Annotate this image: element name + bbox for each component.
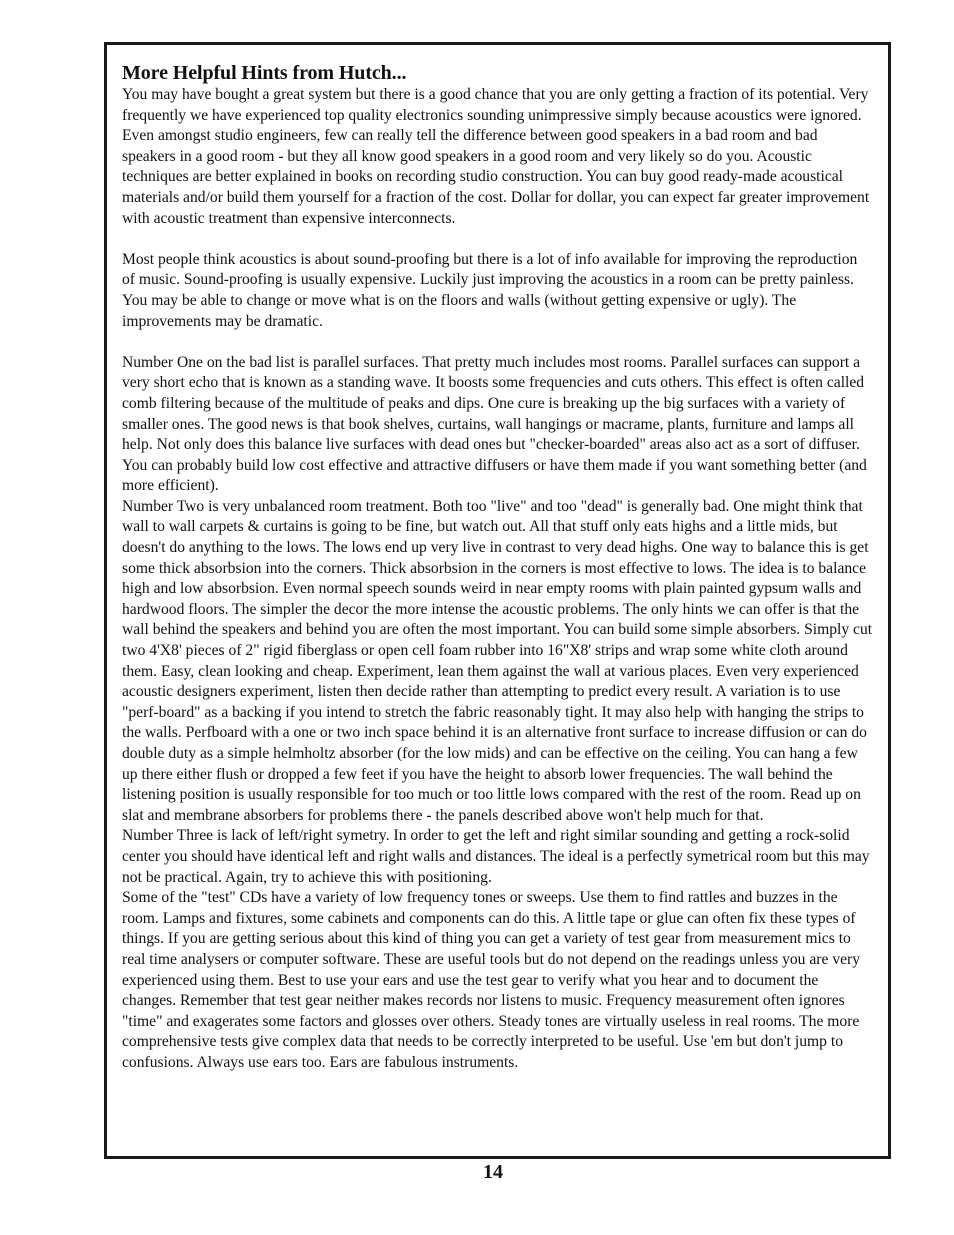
page-content xyxy=(122,61,874,1074)
paragraph-number-one: Number One on the bad list is parallel surfaces. That pretty much includes most rooms. Parallel surfaces can support a very short echo that is known as a standing wave. It boosts some frequencies and cuts others. This effect is often called comb filtering because of the multitude of peaks and dips. One cure is breaking up the big surfaces with a variety of smaller ones. The good news is that book shelves, curtains, wall hangings or macrame, plants, furniture and lamps all help. Not only does this balance live surfaces with dead ones but "checker-boarded" areas also act as a sort of diffuser. You can probably build low cost effective and attractive diffusers or have them made if you want something better (and more efficient). xyxy=(122,353,867,495)
paragraph-intro: You may have bought a great system but there is a good chance that you are only getting a fraction of its potential. Very frequently we have experienced top quality electronics sounding unimpressive simply because acoustics were ignored. Even amongst studio engineers, few can really tell the difference between good speakers in a bad room and bad speakers in a good room - but they all know good speakers in a good room and very likely so do you. Acoustic techniques are better explained in books on recording studio construction. You can buy good ready-made acoustical materials and/or build them yourself for a fraction of the cost. Dollar for dollar, you can expect far greater improvement with acoustic treatment than expensive interconnects. xyxy=(122,86,870,227)
page-frame xyxy=(104,42,891,1159)
paragraph-number-three: Number Three is lack of left/right symetry. In order to get the left and right similar sounding and getting a rock-solid center you should have identical left and right walls and distances. The ideal is a perfectly symetrical room but this may not be practical. Again, try to achieve this with positioning. xyxy=(122,827,870,886)
paragraph-sound-proofing: Most people think acoustics is about sound-proofing but there is a lot of info available for improving the reproduction of music. Sound-proofing is usually expensive. Luckily just improving the acoustics in a room can be pretty painless. You may be able to change or move what is on the floors and walls (without getting expensive or ugly). The improvements may be dramatic. xyxy=(122,250,858,330)
page-title: More Helpful Hints from Hutch... xyxy=(122,62,407,84)
paragraph-number-two: Number Two is very unbalanced room treatment. Both too "live" and too "dead" is generally bad. One might think that wall to wall carpets & curtains is going to be fine, but watch out. All that stuff only eats highs and a little mids, but doesn't do anything to the lows. The lows end up very live in contrast to very dead highs. One way to balance this is get some thick absorbsion into the corners. Thick absorbsion in the corners is most effective to lows. The idea is to balance high and low absorbsion. Even normal speech sounds weird in near empty rooms with plain painted gypsum walls and hardwood floors. The simpler the decor the more intense the acoustic problems. The only hints we can offer is that the wall behind the speakers and behind you are often the most important. You can build some simple absorbers. Simply cut two 4'X8' pieces of 2" rigid fiberglass or open cell foam rubber into 16"X8' strips and wrap some white cloth around them. Easy, clean looking and cheap. Experiment, lean them against the wall at various places. Even very experienced acoustic designers experiment, listen then decide rather than attempting to predict every result. A variation is to use "perf-board" as a backing if you intend to stretch the fabric reasonably tight. It may also help with hanging the strips to the walls. Perfboard with a one or two inch space behind it is an alternative front surface to increase diffusion or can do double duty as a simple helmholtz absorber (for the low mids) and can be effective on the ceiling. You can hang a few up there either flush or dropped a few feet if you have the height to absorb lower frequencies. The wall behind the listening position is usually responsible for too much or too little lows compared with the rest of the room. Read up on slat and membrane absorbers for problems there - the panels described above won't help much for that. xyxy=(122,497,873,824)
paragraph-test-cds: Some of the "test" CDs have a variety of low frequency tones or sweeps. Use them to find rattles and buzzes in the room. Lamps and fixtures, some cabinets and components can do this. A little tape or glue can often fix these types of things. If you are getting serious about this kind of thing you can get a variety of test gear from measurement mics to real time analysers or computer software. These are useful tools but do not depend on the readings unless you are very experienced using them. Best to use your ears and use the test gear to verify what you hear and to document the changes. Remember that test gear neither makes records nor listens to music. Frequency measurement often ignores "time" and exagerates some factors and glosses over others. Steady tones are virtually useless in real rooms. The more comprehensive tests give complex data that needs to be correctly interpreted to be useful. Use 'em but don't jump to confusions. Always use ears too. Ears are fabulous instruments. xyxy=(122,889,861,1071)
page-number: 14 xyxy=(483,1161,503,1183)
